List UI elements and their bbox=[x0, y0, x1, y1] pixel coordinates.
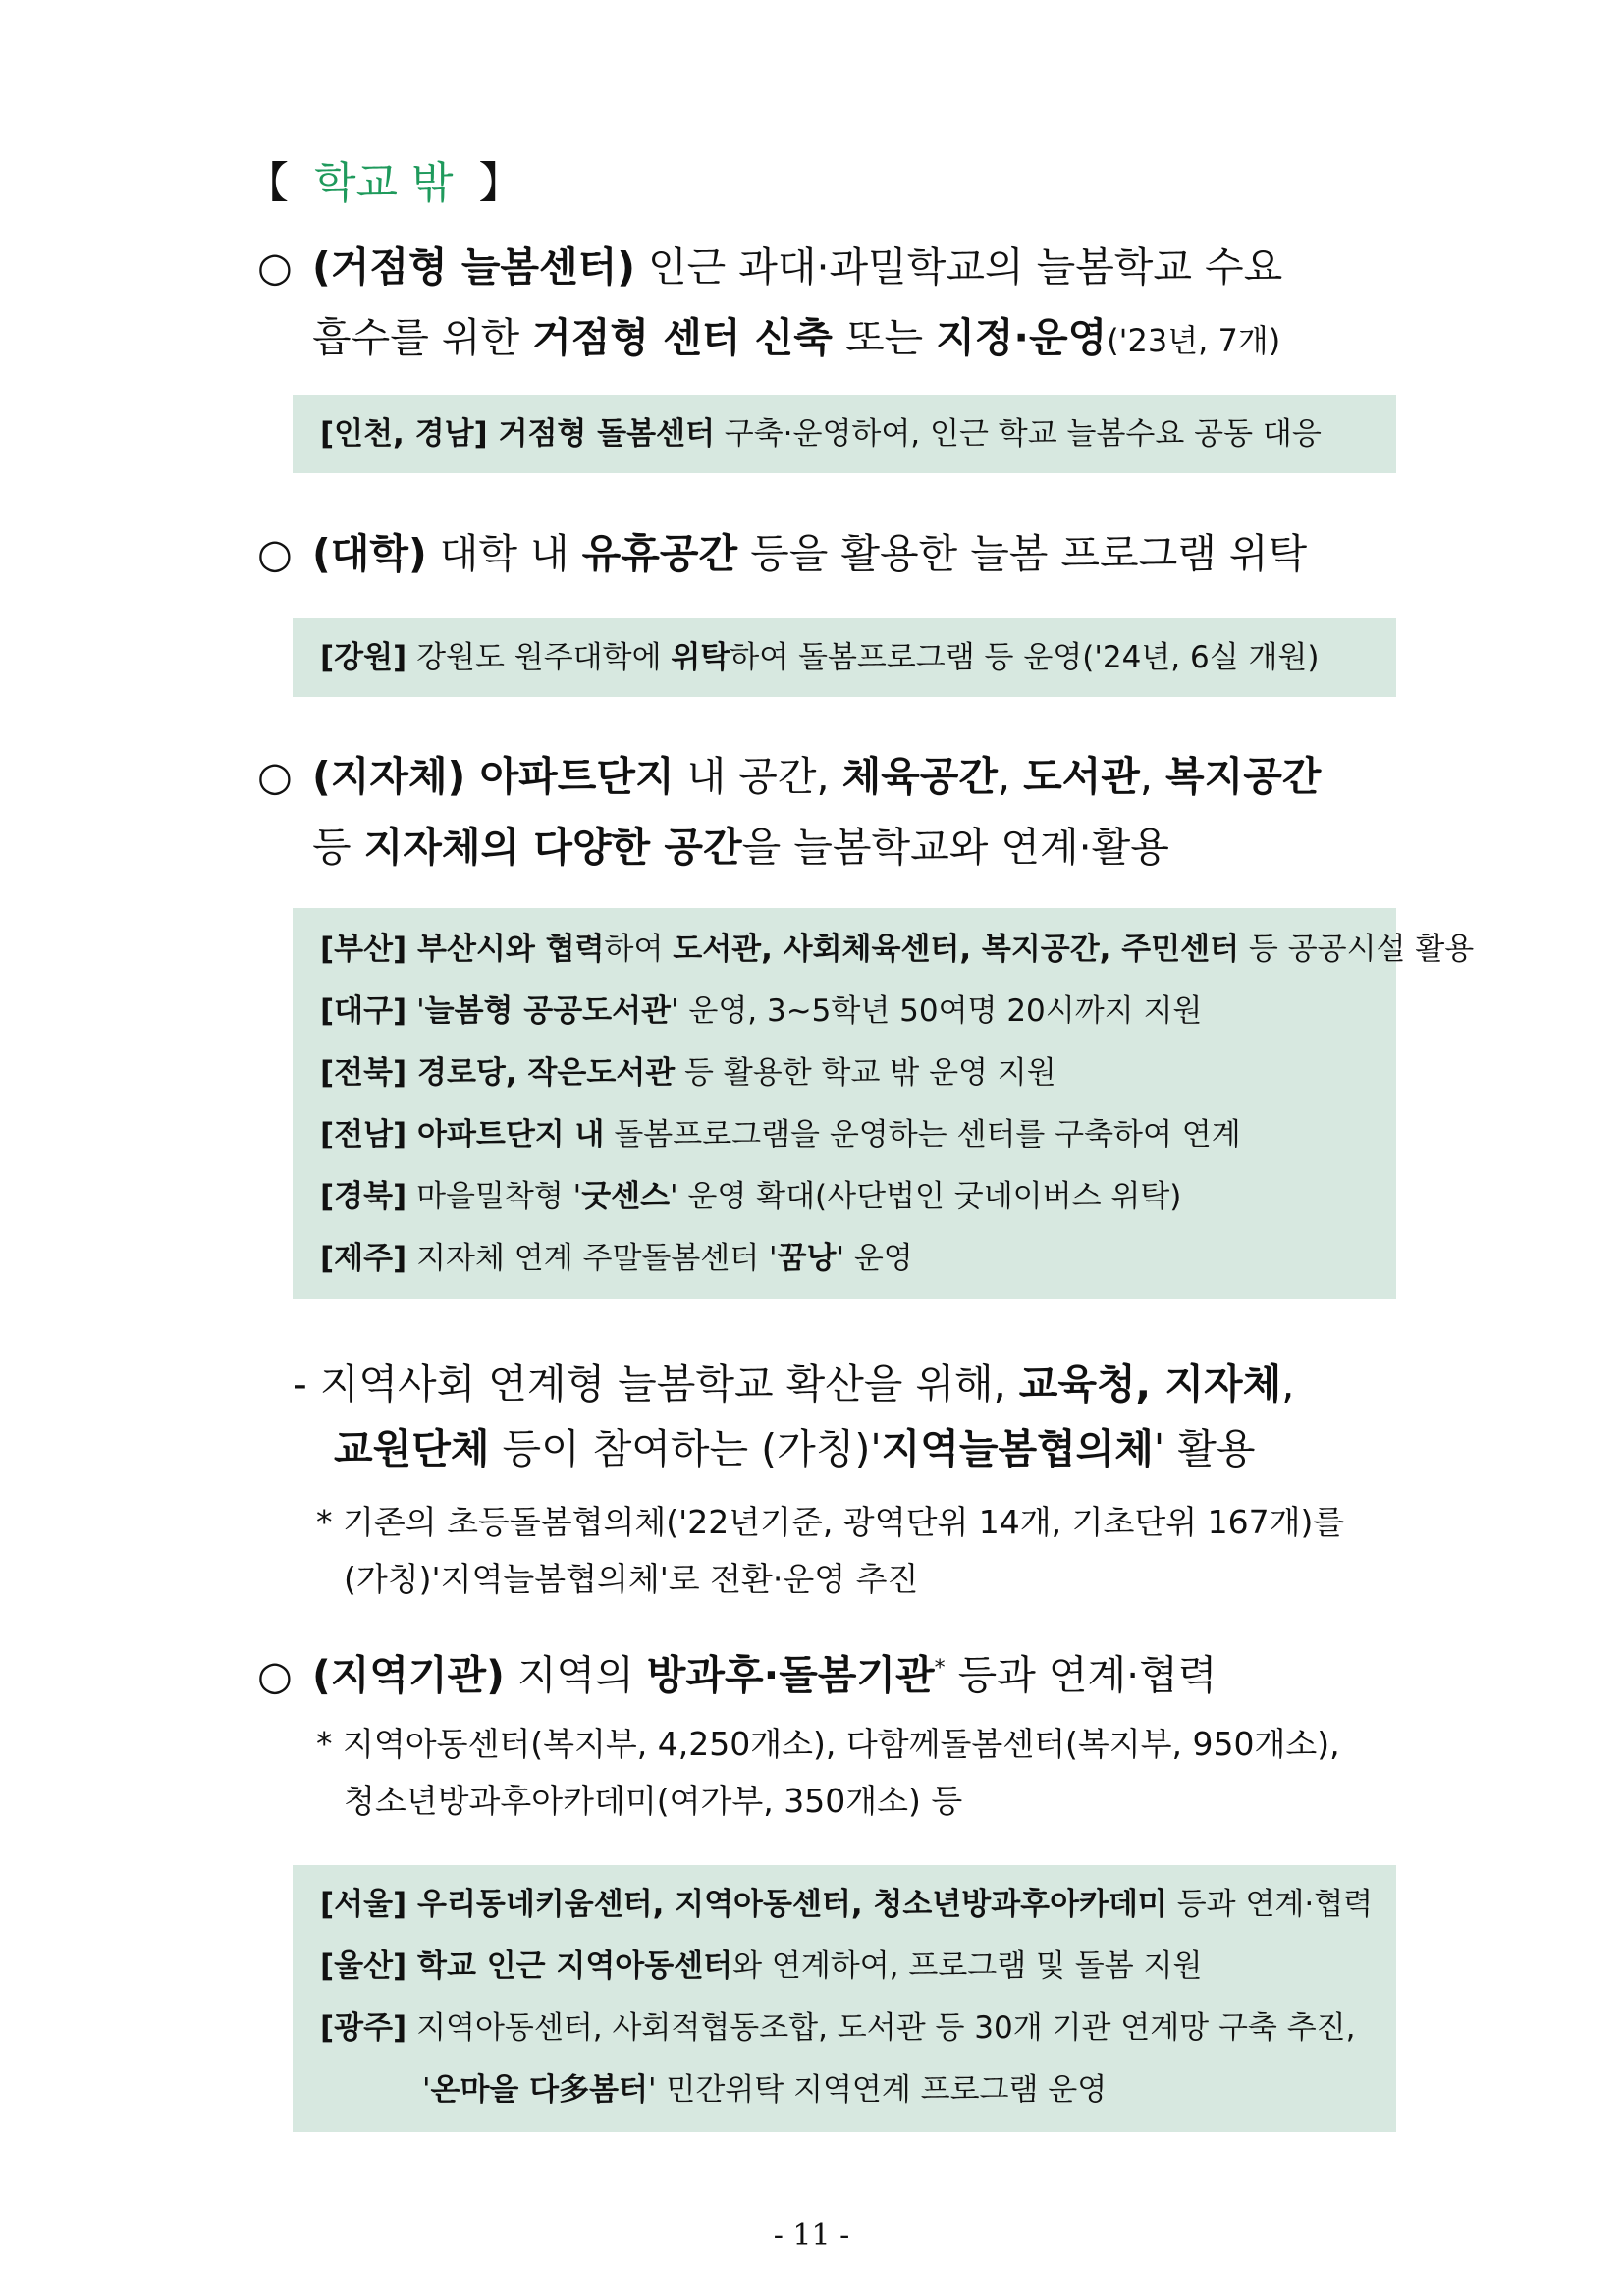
bullet-4-text-a: 지역의 bbox=[504, 1651, 647, 1699]
box-2-tag: [강원] bbox=[320, 640, 407, 675]
asterisk-icon: * bbox=[316, 1503, 333, 1541]
bullet-3-line-1 bbox=[257, 741, 1321, 812]
dash-text-c: , bbox=[1281, 1361, 1295, 1408]
box-3-bold-1: 부산시와 협력 bbox=[406, 932, 605, 967]
box-2-text-a: 강원도 원주대학에 bbox=[406, 640, 672, 675]
dash-bold-b: 교육청, 지자체 bbox=[1018, 1361, 1282, 1408]
bullet-4-label: (지역기관) bbox=[312, 1651, 505, 1699]
asterisk-icon: * bbox=[316, 1725, 333, 1763]
bullet-3-text-f: , bbox=[1139, 753, 1165, 800]
dash-item-line-1 bbox=[293, 1349, 1294, 1419]
bullet-1-line-2 bbox=[312, 302, 1280, 376]
box-3-row-5 bbox=[320, 1166, 1396, 1228]
dash-bullet-icon: - bbox=[293, 1361, 307, 1408]
box-3-bold-2: 늘봄형 공공도서관 bbox=[424, 993, 671, 1029]
box-4-bold-2: 학교 인근 지역아동센터 bbox=[406, 1949, 733, 1984]
bullet-3-bold-2b: 지자체의 다양한 공간 bbox=[363, 824, 742, 871]
dash-text-2b: 등이 참여하는 (가칭)' bbox=[489, 1425, 882, 1472]
box-3-tag-5: [경북] bbox=[320, 1179, 407, 1214]
bullet-4-bold: 방과후·돌봄기관 bbox=[646, 1651, 935, 1699]
box-1-bold: 거점형 돌봄센터 bbox=[487, 416, 715, 452]
box-3-bold-6: 꿈낭 bbox=[777, 1241, 837, 1276]
dash-bold-2a: 교원단체 bbox=[334, 1425, 490, 1472]
box-3-text-6: ' 운영 bbox=[836, 1241, 913, 1276]
bullet-2-text: 등을 활용한 늘봄 프로그램 위탁 bbox=[737, 530, 1308, 577]
bullet-4-text: 등과 연계·협력 bbox=[945, 1651, 1217, 1699]
box-3-text-5a: 마을밀착형 ' bbox=[406, 1179, 582, 1214]
box-4-text-3: 지역아동센터, 사회적협동조합, 도서관 등 30개 기관 연계망 구축 추진, bbox=[406, 2010, 1356, 2046]
box-3-text-1a: 하여 bbox=[604, 932, 674, 967]
box-4-text-2: 와 연계하여, 프로그램 및 돌봄 지원 bbox=[732, 1949, 1203, 1984]
dash-item-line-2 bbox=[334, 1414, 1255, 1484]
bullet-1-text: 인근 과대·과밀학교의 늘봄학교 수요 bbox=[635, 243, 1283, 291]
bullet-3-text-b: 내 공간, bbox=[674, 753, 842, 800]
bullet-2-label: (대학) bbox=[312, 530, 427, 577]
footnote-1-text-1: 기존의 초등돌봄협의체('22년기준, 광역단위 14개, 기초단위 167개)를 bbox=[332, 1503, 1345, 1541]
example-box-4 bbox=[293, 1865, 1396, 2132]
bullet-3-bold-a: 아파트단지 bbox=[465, 753, 675, 800]
bracket-close: 】 bbox=[478, 158, 522, 208]
bullet-3-line-2 bbox=[312, 812, 1169, 882]
bullet-4 bbox=[257, 1633, 1217, 1711]
circle-bullet-icon: ○ bbox=[257, 243, 293, 291]
dash-text-a: 지역사회 연계형 늘봄학교 확산을 위해, bbox=[306, 1361, 1019, 1408]
box-4-row-1 bbox=[320, 1874, 1396, 1936]
box-4-text-1: 등과 연계·협력 bbox=[1166, 1887, 1374, 1922]
box-3-text-5: ' 운영 확대(사단법인 굿네이버스 위탁) bbox=[670, 1179, 1182, 1214]
bracket-open: 【 bbox=[245, 158, 289, 208]
footnote-1-text-2: (가칭)'지역늘봄협의체'로 전환·운영 추진 bbox=[344, 1560, 919, 1598]
section-title bbox=[245, 147, 522, 210]
example-box-1 bbox=[293, 395, 1396, 473]
box-1-tag: [인천, 경남] bbox=[320, 416, 488, 452]
page-number: - 11 - bbox=[773, 2218, 850, 2253]
bullet-3-bold-e: 도서관 bbox=[1023, 753, 1140, 800]
bullet-2-text-a: 대학 내 bbox=[426, 530, 582, 577]
bullet-3-text-2a: 등 bbox=[312, 824, 364, 871]
box-2-text: 하여 돌봄프로그램 등 운영('24년, 6실 개원) bbox=[730, 640, 1320, 675]
bullet-3-bold-g: 복지공간 bbox=[1164, 753, 1322, 800]
circle-bullet-icon: ○ bbox=[257, 753, 293, 800]
box-3-row-2 bbox=[320, 981, 1396, 1042]
box-3-tag-1: [부산] bbox=[320, 932, 407, 967]
footnote-marker: * bbox=[934, 1656, 946, 1681]
box-3-bold-4: 아파트단지 내 bbox=[406, 1117, 605, 1152]
box-3-row-3 bbox=[320, 1042, 1396, 1104]
box-4-row-3 bbox=[320, 1998, 1396, 2059]
box-3-tag-6: [제주] bbox=[320, 1241, 407, 1276]
box-4-tag-1: [서울] bbox=[320, 1887, 407, 1922]
example-box-2 bbox=[293, 618, 1396, 697]
box-3-row-1 bbox=[320, 919, 1475, 981]
circle-bullet-icon: ○ bbox=[257, 1651, 293, 1699]
bullet-1-bold-d: 지정·운영 bbox=[936, 314, 1108, 361]
section-title-text: 학교 밖 bbox=[314, 158, 454, 208]
box-4-tag-3: [광주] bbox=[320, 2010, 407, 2046]
bullet-3-text-2c: 을 늘봄학교와 연계·활용 bbox=[741, 824, 1169, 871]
footnote-2-line-2 bbox=[344, 1773, 962, 1830]
box-4-bold-4: 온마을 다多봄터 bbox=[430, 2072, 648, 2108]
footnote-2-text-2: 청소년방과후아카데미(여가부, 350개소) 등 bbox=[344, 1782, 963, 1820]
circle-bullet-icon: ○ bbox=[257, 530, 293, 577]
box-3-tag-4: [전남] bbox=[320, 1117, 407, 1152]
footnote-1-line-2 bbox=[344, 1551, 918, 1608]
box-3-text-2: ' 운영, 3~5학년 50여명 20시까지 지원 bbox=[671, 993, 1203, 1029]
footnote-2-line-1 bbox=[316, 1716, 1340, 1773]
example-box-3 bbox=[293, 908, 1475, 1299]
box-3-bold-1b: 도서관, 사회체육센터, 복지공간, 주민센터 bbox=[673, 932, 1240, 967]
bullet-1-text-c: 또는 bbox=[832, 314, 937, 361]
box-4-text-4: ' 민간위탁 지역연계 프로그램 운영 bbox=[648, 2072, 1108, 2108]
bullet-1-text-e: ('23년, 7개) bbox=[1107, 322, 1281, 359]
bullet-2 bbox=[257, 518, 1307, 589]
footnote-1-line-1 bbox=[316, 1494, 1344, 1551]
box-4-text-4a: ' bbox=[422, 2072, 431, 2108]
dash-text-2d: ' 활용 bbox=[1153, 1425, 1256, 1472]
box-3-text-3: 등 활용한 학교 밖 운영 지원 bbox=[675, 1055, 1056, 1091]
bullet-1-label: (거점형 늘봄센터) bbox=[312, 243, 635, 291]
box-3-text-6a: 지자체 연계 주말돌봄센터 ' bbox=[406, 1241, 778, 1276]
box-3-text-1: 등 공공시설 활용 bbox=[1239, 932, 1475, 967]
bullet-3-bold-c: 체육공간 bbox=[841, 753, 998, 800]
box-4-bold-1: 우리동네키움센터, 지역아동센터, 청소년방과후아카데미 bbox=[406, 1887, 1167, 1922]
box-3-tag-2: [대구] bbox=[320, 993, 407, 1029]
box-3-row-6 bbox=[320, 1228, 1396, 1290]
bullet-1-line-1 bbox=[257, 232, 1282, 302]
box-2-bold: 위탁 bbox=[671, 640, 730, 675]
dash-bold-2c: 지역늘봄협의체 bbox=[881, 1425, 1154, 1472]
box-3-tag-3: [전북] bbox=[320, 1055, 407, 1091]
box-3-bold-5: 굿센스 bbox=[581, 1179, 671, 1214]
box-4-tag-2: [울산] bbox=[320, 1949, 407, 1984]
bullet-1-text-a: 흡수를 위한 bbox=[312, 314, 533, 361]
bullet-3-label: (지자체) bbox=[312, 753, 466, 800]
box-3-text-4: 돌봄프로그램을 운영하는 센터를 구축하여 연계 bbox=[604, 1117, 1241, 1152]
box-1-text: 구축·운영하여, 인근 학교 늘봄수요 공동 대응 bbox=[714, 416, 1322, 452]
box-3-row-4 bbox=[320, 1104, 1396, 1166]
footnote-2-text-1: 지역아동센터(복지부, 4,250개소), 다함께돌봄센터(복지부, 950개소), bbox=[332, 1725, 1340, 1763]
box-3-text-2a: ' bbox=[406, 993, 425, 1029]
box-4-row-4 bbox=[320, 2059, 1396, 2121]
bullet-1-bold-b: 거점형 센터 신축 bbox=[532, 314, 833, 361]
box-3-bold-3: 경로당, 작은도서관 bbox=[406, 1055, 676, 1091]
box-4-row-2 bbox=[320, 1936, 1396, 1998]
bullet-3-text-d: , bbox=[998, 753, 1024, 800]
bullet-2-bold: 유휴공간 bbox=[581, 530, 738, 577]
